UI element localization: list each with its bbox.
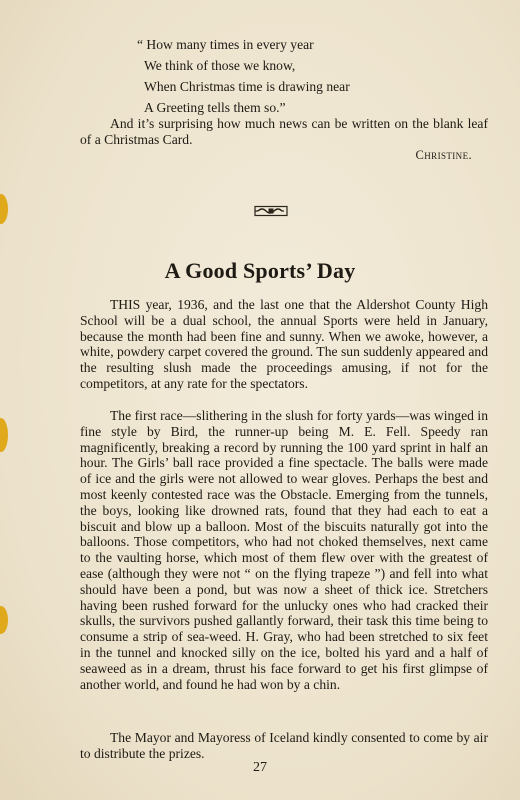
author-signature: Christine. (415, 148, 472, 162)
article-paragraph: The first race—slithering in the slush for forty yards—was winged in fine style by Bird, the runner-up being M. E. Fell. Speedy ran magnificently, breaking a record by running the 100 yard sprint in half an hour. The Girls’ ball race provided a fine spectacle. The balls were made of ice and the girls were not allowed to wear gloves. Perhaps the best and most keenly contested race was the Obstacle. Emerging from the tunnels, the boys, looking like drowned rats, found that they had each to eat a biscuit and blow up a balloon. Most of the biscuits naturally got into the balloons. Those competitors, who had not choked themselves, next came to the vaulting horse, which most of them flew over with the greatest of ease (although they were not “ on the flying trapeze ”) and fell into what should have been a pond, but was now a sheet of thick ice. Stretchers having been rushed forward for the unlucky ones who had cracked their skulls, the survivors pushed gallantly forward, their task this time being to consume a strip of sea-weed. H. Gray, who had been stretched to six feet in the tunnel and knocked silly on the ice, bolted his yard and a half of seaweed as in a dream, thrust his face forward to get his first glimpse of another world, and found he had won by a chin. (80, 408, 488, 692)
poem-line: “ How many times in every year (137, 37, 314, 52)
page-edge-stain (0, 418, 8, 452)
article-paragraph: The Mayor and Mayoress of Iceland kindly consented to come by air to distribute the prizes. (80, 730, 488, 761)
page-number: 27 (253, 760, 267, 775)
section-divider-ornament-icon (254, 205, 288, 217)
article-paragraph: THIS year, 1936, and the last one that the Aldershot County High School will be a dual school, the annual Sports were held in January, because the month had been fine and sunny. When we awoke, however, a white, powdery carpet covered the ground. The sun suddenly appeared and the resulting slush made the proceedings amusing, if not for the competitors, at any rate for the spectators. (80, 297, 488, 391)
closing-paragraph: And it’s surprising how much news can be written on the blank leaf of a Christmas Card. (80, 116, 488, 147)
poem-verse (137, 34, 350, 118)
article-title: A Good Sports’ Day (164, 258, 356, 283)
page-edge-stain (0, 606, 8, 634)
poem-line: We think of those we know, (144, 58, 296, 73)
poem-line: A Greeting tells them so.” (144, 100, 286, 115)
page-edge-stain (0, 194, 8, 224)
poem-line: When Christmas time is drawing near (144, 79, 350, 94)
